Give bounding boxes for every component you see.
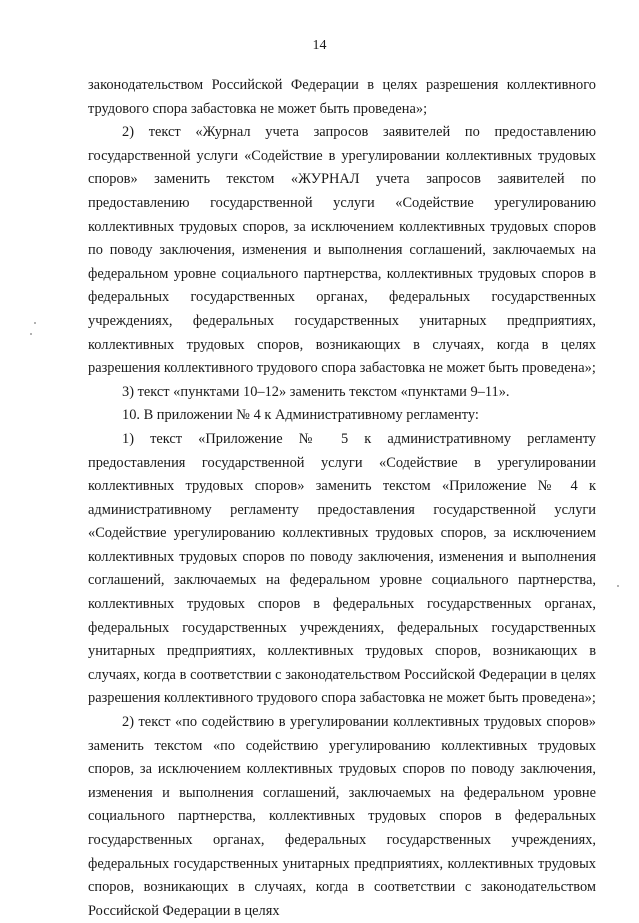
paragraph-section-10-item-2: 2) текст «по содействию в урегулировании коллективных трудовых споров» заменить текстом «по содействию урегулированию коллективных трудовых споров, за исключением коллективных трудовых споров по поводу заключения, изменения и выполнения соглашений, заключаемых на федеральном уровне социального партнерства, коллективных трудовых споров в федеральных государственных органах, федеральных государственных учреждениях, федеральных государственных унитарных предприятиях, коллективных трудовых споров, возникающих в случаях, когда в соответствии с законодательством Российской Федерации в целях [88, 714, 596, 919]
scan-speck [34, 322, 36, 324]
scan-speck [617, 585, 619, 587]
page-number: 14 [312, 38, 327, 53]
paragraph-section-10-item-1: 1) текст «Приложение № 5 к административному регламенту предоставления государственной услуги «Содействие в урегулировании коллективных трудовых споров» заменить текстом «Приложение № 4 к административному регламенту предоставления государственной услуги «Содействие урегулированию коллективных трудовых споров, за исключением коллективных трудовых споров по поводу заключения, изменения и выполнения соглашений, заключаемых на федеральном уровне социального партнерства, коллективных трудовых споров в федеральных государственных органах, федеральных государственных учреждениях, федеральных государственных унитарных предприятиях, коллективных трудовых споров, возникающих в случаях, когда в соответствии с законодательством Российской Федерации в целях разрешения коллективного трудового спора забастовка не может быть проведена»; [88, 430, 596, 707]
paragraph-item-2-journal: 2) текст «Журнал учета запросов заявителей по предоставлению государственной услуги «Содействие в урегулировании коллективных трудовых споров» заменить текстом «ЖУРНАЛ учета запросов заявителей по предоставлению государственной услуги «Содействие урегулированию коллективных трудовых споров, за исключением коллективных трудовых споров по поводу заключения, изменения и выполнения соглашений, заключаемых на федеральном уровне социального партнерства, коллективных трудовых споров в федеральных государственных органах, федеральных государственных учреждениях, федеральных государственных унитарных предприятиях, коллективных трудовых споров, возникающих в случаях, когда в целях разрешения коллективного трудового спора забастовка не может быть проведена»; [88, 124, 596, 377]
paragraph-section-10-heading: 10. В приложении № 4 к Административному регламенту: [122, 407, 479, 424]
scan-speck [30, 333, 32, 335]
paragraph-item-3-points: 3) текст «пунктами 10–12» заменить текстом «пунктами 9–11». [122, 383, 510, 400]
paragraph-continuation: законодательством Российской Федерации в целях разрешения коллективного трудового спора забастовка не может быть проведена»; [88, 77, 596, 117]
document-body [88, 74, 596, 923]
